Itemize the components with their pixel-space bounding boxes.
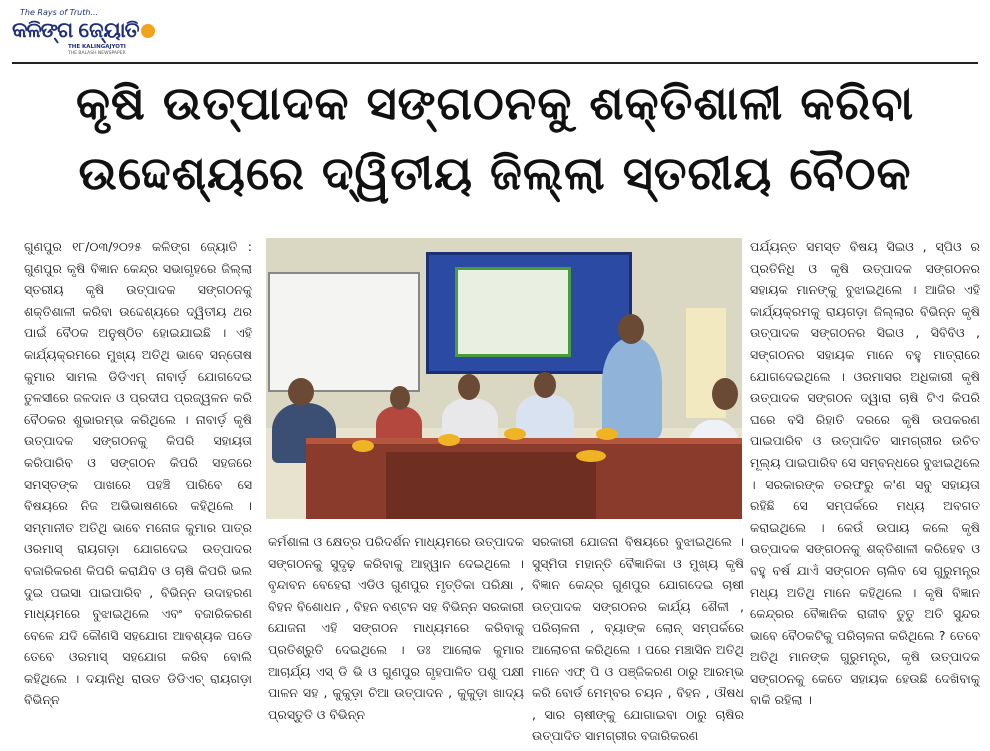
masthead — [12, 8, 162, 56]
person-standing — [602, 338, 662, 438]
news-photo — [266, 238, 742, 519]
headline-line-2: ଉଦ୍ଦେଶ୍ୟରେ ଦ୍ୱିତୀୟ ଜିଲ୍ଲା ସ୍ତରୀୟ ବୈଠକ — [78, 146, 912, 200]
flower-bouquet — [576, 450, 606, 462]
masthead-subline: THE KALINGAJYOTI — [68, 44, 126, 50]
masthead-logo — [12, 18, 157, 43]
flower-bouquet — [438, 434, 460, 446]
article-column-1: ଗୁଣପୁର ୧୮/୦୩/୨୦୨୫ କଳିଙ୍ଗ ଜ୍ୟୋତି : ଗୁଣପୁର କୃଷି ବିଜ୍ଞାନ କେନ୍ଦ୍ର ସଭାଗୃହରେ ଜିଲ୍ଲା ସ୍ତରୀୟ କୃଷି ଉତ୍ପାଦକ ସଙ୍ଗଠନକୁ ଶକ୍ତିଶାଳୀ କରିବା ଉଦ୍ଦେଶ୍ୟରେ ଦ୍ୱିତୀୟ ଥର ପାଇଁ ବୈଠକ ଅନୁଷ୍ଠିତ ହୋଇଯାଇଛି । ଏହି କାର୍ଯ୍ୟକ୍ରମରେ ମୁଖ୍ୟ ଅତିଥି ଭାବେ ସନ୍ତୋଷ କୁମାର ସାମଲ ଡିଡିଏମ୍ ନାବାର୍ଡ଼ ଯୋଗଦେଇ ତୁଳସୀରେ ଜଳଦାନ ଓ ପ୍ରଦୀପ ପ୍ରଜ୍ୱଳନ କରି ବୈଠକର ଶୁଭାରମ୍ଭ କରିଥିଲେ । ନାବାର୍ଡ଼ କୃଷି ଉତ୍ପାଦକ ସଙ୍ଗଠନକୁ କିପରି ସହାୟତା କରିପାରିବ ଓ ସଙ୍ଗଠନ କିପରି ସହଜରେ ସମସ୍ତଙ୍କ ପାଖରେ ପହଞ୍ଚି ପାରିବେ ସେ ବିଷୟରେ ନିଜ ଅଭିଭାଷଣରେ କହିଥିଲେ । ସମ୍ମାନୀତ ଅତିଥି ଭାବେ ମନୋଜ କୁମାର ପାତ୍ର ଓରମାସ୍ ରାୟଗଡ଼ା ଯୋଗଦେଇ ଉତ୍ପାଦର ବଜାରିକରଣ କିପରି କରାଯିବ ଓ ଚାଷି କିପରି ଭଲ ଦୁଇ ପଇସା ପାଇପାରିବ , ବିଭିନ୍ନ ଉଦାହରଣ ମାଧ୍ୟମରେ ବୁଝାଇଥିଲେ ଏବଂ ବଜାରିକରଣ ବେଳେ ଯଦି କୌଣସି ସହଯୋଗ ଆବଶ୍ୟକ ପଡେ ତେବେ ଓରମାସ୍ ସହଯୋଗ କରିବ ବୋଲି କହିଥିଲେ । ଦୟାନିଧି ରାଉତ ଡିଡିଏଚ୍ ରାୟଗଡ଼ା ବିଭିନ୍ନ — [24, 239, 252, 708]
projector-screen — [268, 272, 420, 392]
person-head — [618, 314, 644, 344]
person-head — [534, 372, 556, 398]
flower-bouquet — [596, 428, 618, 440]
article-column-2a: କର୍ମଶାଳା ଓ କ୍ଷେତ୍ର ପରିଦର୍ଶନ ମାଧ୍ୟମରେ ଉତ୍ପାଦକ ସଙ୍ଗଠନକୁ ସୁଦୃଢ଼ କରିବାକୁ ଆହ୍ୱାନ ଦେଇଥିଲେ । ବୃନ୍ଦାବନ ବେହେରା ଏଡିଓ ଗୁଣପୁର ମୃତ୍ତିକା ପରିକ୍ଷା , ବିହନ ବିଶୋଧନ , ବିହନ ବଣ୍ଟନ ସହ ବିଭିନ୍ନ ସରକାରୀ ଯୋଜନା ଏହି ସଙ୍ଗଠନ ମାଧ୍ୟମରେ କରିବାକୁ ପ୍ରତିଶ୍ରୁତି ଦେଇଥିଲେ । ଡଃ ଆଲୋକ କୁମାର ଆଚାର୍ଯ୍ୟ ଏସ୍ ଡି ଭି ଓ ଗୁଣପୁର ଗୃହପାଳିତ ପଶୁ ପକ୍ଷୀ ପାଳନ ସହ , କୁକୁଡ଼ା ଚିଆ ଉତ୍ପାଦନ , କୁକୁଡ଼ା ଖାଦ୍ୟ ପ୍ରସ୍ତୁତି ଓ ବିଭିନ୍ନ — [268, 534, 524, 722]
masthead-tagline: The Rays of Truth... — [20, 8, 99, 17]
masthead-subline-small: THE BALASH NEWSPAPER — [68, 51, 126, 56]
event-banner — [426, 252, 632, 374]
table-center — [386, 452, 596, 519]
flower-bouquet — [352, 440, 374, 452]
masthead-rule — [12, 62, 978, 64]
person-head — [712, 378, 738, 410]
article-column-3: ପର୍ଯ୍ୟନ୍ତ ସମସ୍ତ ବିଷୟ ସିଇଓ , ସ୍ପିଓ ର ପ୍ରତିନିଧି ଓ କୃଷି ଉତ୍ପାଦକ ସଙ୍ଗଠନର ସହାୟକ ମାନଙ୍କୁ ବୁଝାଇଥିଲେ । ଆଜିର ଏହି କାର୍ଯ୍ୟକ୍ରମକୁ ରାୟଗଡ଼ା ଜିଲ୍ଲାର ବିଭିନ୍ନ କୃଷି ଉତ୍ପାଦକ ସଙ୍ଗଠନର ସିଇଓ , ସିବିବିଓ , ସଙ୍ଗଠନର ସହାୟକ ମାନେ ବହୁ ମାତ୍ରାରେ ଯୋଗଦେଇଥିଲେ । ଓରମାସର ଅଧିକାରୀ କୃଷି ଉତ୍ପାଦକ ସଙ୍ଗଠନ ଦ୍ୱାରା ଚାଷି ଟିଏ କିପରି ଘରେ ବସି ରିହାତି ଦରରେ କୃଷି ଉପକରଣ ପାଇପାରିବ ଓ ଉତ୍ପାଦିତ ସାମଗ୍ରୀର ଉଚିତ ମୂଲ୍ୟ ପାଇପାରିବ ସେ ସମ୍ବନ୍ଧରେ ବୁଝାଇଥିଲେ । ସରକାରଙ୍କ ତରଫରୁ କ'ଣ ସବୁ ସହାୟତା ରହିଛି ସେ ସମ୍ପର୍କରେ ମଧ୍ୟ ଅବଗତ କରାଇଥିଲେ । କେଉଁ ଉପାୟ କଲେ କୃଷି ଉତ୍ପାଦକ ସଙ୍ଗଠନକୁ ଶକ୍ତିଶାଳୀ କରିହେବ ଓ ବହୁ ବର୍ଷ ଯାଏଁ ସଙ୍ଗଠନ ଚାଲିବ ସେ ଗୁରୁମନ୍ତ୍ର ମଧ୍ୟ ଅତିଥି ମାନେ କହିଥିଲେ । କୃଷି ବିଜ୍ଞାନ କେନ୍ଦ୍ରର ବୈଜ୍ଞାନିକ ରାଜୀବ ତୁତୁ ଅତି ସୁନ୍ଦର ଭାବେ ବୈଠକଟିକୁ ପରିଚାଳନା କରିଥିଲେ ? ତେବେ ଅତିଥି ମାନଙ୍କ ଗୁରୁମନ୍ତ୍ର, କୃଷି ଉତ୍ପାଦକ ସଙ୍ଗଠନକୁ କେତେ ସହାୟକ ହେଉଛି ଦେଖିବାକୁ ବାକି ରହିଲା । — [750, 239, 980, 708]
banner-panel — [455, 267, 571, 357]
person-head — [458, 374, 480, 400]
sun-icon — [141, 24, 155, 38]
headline-line-1: କୃଷି ଉତ୍ପାଦକ ସଙ୍ଗଠନକୁ ଶକ୍ତିଶାଳୀ କରିବା — [75, 76, 915, 130]
logo-text: କଳିଙ୍ଗ ଜ୍ୟୋତି — [12, 18, 139, 42]
article-column-2b: ସରକାରୀ ଯୋଜନା ବିଷୟରେ ବୁଝାଇଥିଲେ । ସୁସ୍ମିତା ମହାନ୍ତି ବୈଜ୍ଞାନିକା ଓ ମୁଖ୍ୟ କୃଷି ବିଜ୍ଞାନ କେନ୍ଦ୍ର ଗୁଣପୁର ଯୋଗଦେଇ ଚାଷୀ ଉତ୍ପାଦକ ସଙ୍ଗଠନର କାର୍ଯ୍ୟ ଶୈଳୀ , ପରିଚାଳନା , ବ୍ୟାଙ୍କ ଲୋନ୍ ସମ୍ପର୍କରେ ଆଲୋଚନା କରିଥିଲେ । ପରେ ମଞ୍ଚାସିନ ଅତିଥି ମାନେ ଏଫ୍ ପି ଓ ପଞ୍ଜିକରଣ ଠାରୁ ଆରମ୍ଭ କରି ବୋର୍ଡ ମେମ୍ବର ଚୟନ , ବିହନ , ଔଷଧ , ସାର ଚାଷୀଙ୍କୁ ଯୋଗାଇବା ଠାରୁ ଚାଷିର ଉତ୍ପାଦିତ ସାମଗ୍ରୀର ବଜାରିକରଣ — [532, 534, 744, 744]
flower-bouquet — [504, 428, 526, 440]
person-head — [390, 386, 410, 410]
person-head — [288, 378, 314, 406]
